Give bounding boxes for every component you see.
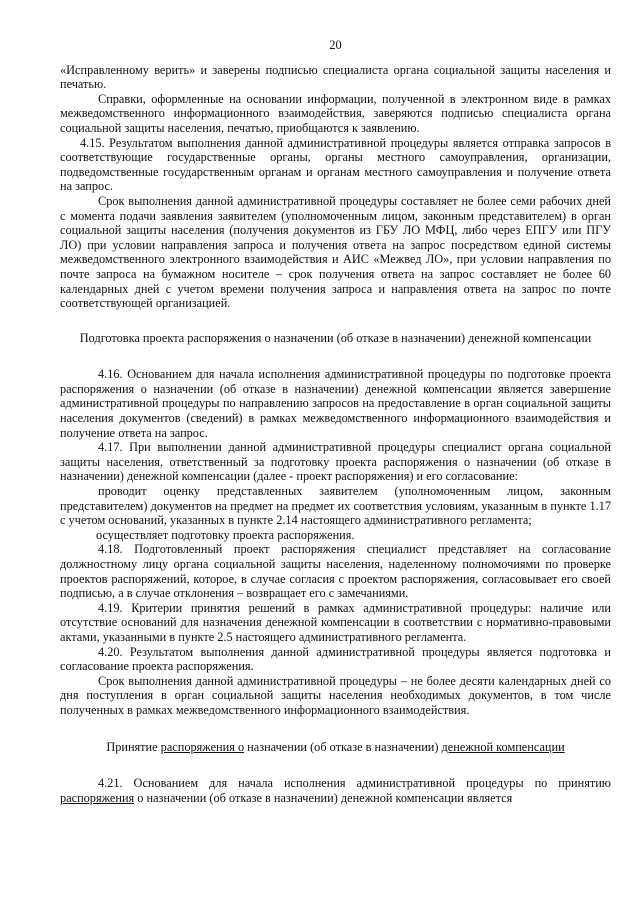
paragraph-deadline-2: Срок выполнения данной административной процедуры – не более десяти календарных дней со дня поступления в орган социальной защиты населения необходимых документов, в том числе полученных в рамках межведомственного информационного взаимодействия. [60,673,611,717]
paragraph-certificates: Справки, оформленные на основании информации, полученной в электронном виде в рамках межведомственного информационного взаимодействия, заверяются подписью специалиста органа социальной защиты населения, печатью, приобщаются к заявлению. [60,91,611,135]
paragraph-4-16: 4.16. Основанием для начала исполнения административной процедуры по подготовке проекта распоряжения о назначении (об отказе в назначении) денежной компенсации является завершение административной процедуры по направлению запросов на предоставление в орган социальной защиты населения документов (сведений) в рамках межведомственного информационного взаимодействия и получение ответа на запрос. [60,367,611,440]
paragraph-4-18: 4.18. Подготовленный проект распоряжения специалист представляет на согласование должностному лицу органа социальной защиты населения, наделенному полномочиями по проверке проектов распоряжений, которое, в случае согласия с проектом распоряжения, согласовывает его своей подписью, а в случае отклонения – возвращает его с замечаниями. [60,542,611,601]
heading-part-underlined: денежной компенсации [441,739,565,754]
paragraph-part: 4.21. Основанием для начала исполнения административной процедуры по принятию [98,776,611,791]
section-heading-preparation: Подготовка проекта распоряжения о назначении (об отказе в назначении) денежной компенсации [79,330,592,345]
paragraph-part: о назначении (об отказе в назначении) денежной компенсации является [134,790,513,805]
paragraph-preparation: осуществляет подготовку проекта распоряжения. [96,527,355,542]
paragraph-4-17: 4.17. При выполнении данной административной процедуры специалист органа социальной защиты населения, ответственный за подготовку проекта распоряжения о назначении (об отказе в назначении) денежной компенсации (далее - проект распоряжения) и его согласование: [60,440,611,484]
paragraph-part-underlined: распоряжения [60,790,135,805]
heading-part: назначении (об отказе в назначении) [244,739,442,754]
paragraph-4-15: 4.15. Результатом выполнения данной административной процедуры является отправка запросов в соответствующие государственные органы, органы местного самоуправления, организации, подведомственные государственным органам и органам местного самоуправления и получение ответа на запрос. [60,135,611,194]
heading-part-underlined: распоряжения о [160,739,245,754]
section-heading-adoption [60,740,611,755]
paragraph-4-20: 4.20. Результатом выполнения данной административной процедуры является подготовка и согласование проекта распоряжения. [60,644,611,674]
paragraph-4-21 [60,776,611,805]
paragraph-4-19: 4.19. Критерии принятия решений в рамках административной процедуры: наличие или отсутствие оснований для назначения денежной компенсации в соответствии с нормативно-правовыми актами, указанными в пункте 2.5 настоящего административного регламента. [60,600,611,644]
page-number: 20 [329,38,342,52]
paragraph-continuation: «Исправленному верить» и заверены подписью специалиста органа социальной защиты населения и печатью. [60,62,611,92]
heading-part: Принятие [106,739,161,754]
paragraph-deadline: Срок выполнения данной административной процедуры составляет не более семи рабочих дней с момента подачи заявления заявителем (уполномоченным лицом, законным представителем) в орган социальной защиты населения (получения документов из ГБУ ЛО МФЦ, либо через ЕПГУ или ПГУ ЛО) при условии направления запроса и получения ответа на запрос посредством единой системы межведомственного электронного взаимодействия и АИС «Межвед ЛО», при условии направления по почте запроса на бумажном носителе – срок получения ответа на запрос составляет не более 60 календарных дней с учетом времени получения запроса и направления ответа на запрос по почте соответствующей организацией. [60,193,611,311]
paragraph-assessment: проводит оценку представленных заявителем (уполномоченным лицом, законным представителем) документов на предмет на предмет их соответствия условиям, указанным в пункте 1.17 с учетом оснований, указанных в пункте 2.14 настоящего административного регламента; [60,484,611,528]
